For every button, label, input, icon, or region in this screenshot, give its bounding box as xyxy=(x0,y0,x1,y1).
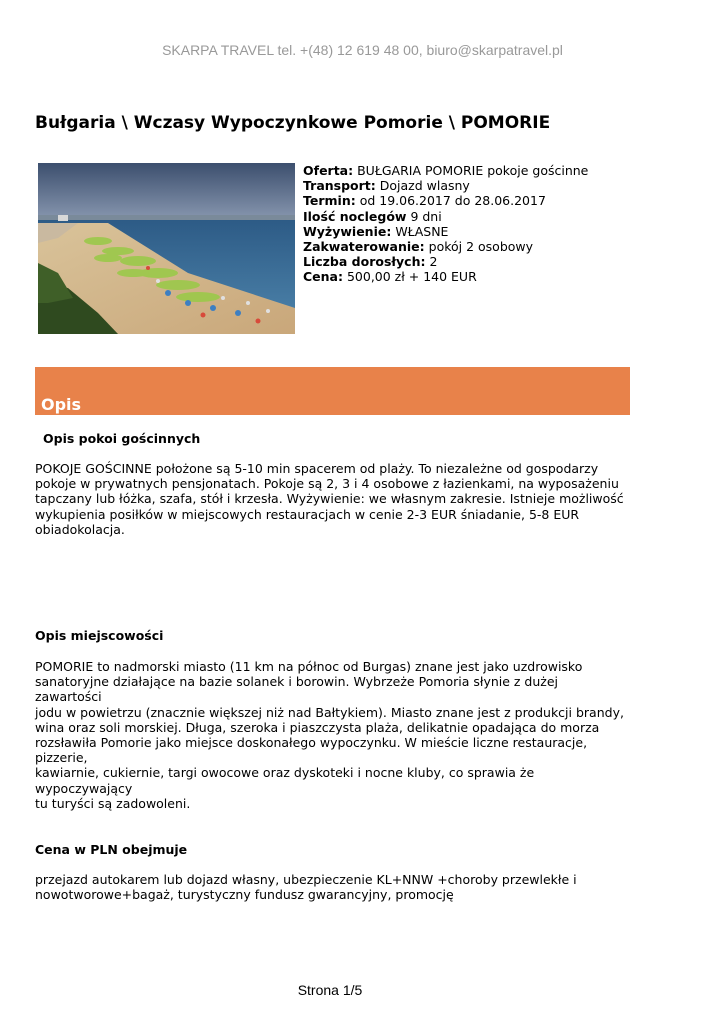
page-title: Bułgaria \ Wczasy Wypoczynkowe Pomorie \ POMORIE xyxy=(35,113,551,133)
detail-dates: Termin: od 19.06.2017 do 28.06.2017 xyxy=(303,193,546,209)
section-bar-label: Opis xyxy=(41,395,82,414)
heading-town: Opis miejscowości xyxy=(35,628,164,643)
detail-nights: Ilość noclegów 9 dni xyxy=(303,208,442,224)
page-header: SKARPA TRAVEL tel. +(48) 12 619 48 00, biuro@skarpatravel.pl xyxy=(162,42,563,58)
text-price-includes: przejazd autokarem lub dojazd własny, ubezpieczenie KL+NNW +choroby przewlekłe i nowotworowe+bagaż, turystyczny fundusz gwarancyjny, promocję xyxy=(35,872,577,903)
detail-accommodation: Zakwaterowanie: pokój 2 osobowy xyxy=(303,239,534,255)
detail-adults: Liczba dorosłych: 2 xyxy=(303,254,438,270)
detail-offer: Oferta: BUŁGARIA POMORIE pokoje gościnne xyxy=(303,163,589,178)
beach-photo xyxy=(38,163,295,334)
detail-transport: Transport: Dojazd wlasny xyxy=(303,178,470,194)
text-rooms: POKOJE GOŚCINNE położone są 5-10 min spacerem od plaży. To niezależne od gospodarzy pokoje w prywatnych pensjonatach. Pokoje są 2, 3 i 4 osobowe z łazienkami, na wyposażeniu tapczany lub łóżka, szafa, stół i krzesła. Wyżywienie: we własnym zakresie. Istnieje możliwość wykupienia posiłków w miejscowych restauracjach w cenie 2-3 EUR śniadanie, 5-8 EUR obiadokolacja. xyxy=(35,461,624,537)
section-bar-opis xyxy=(35,367,630,415)
offer-details xyxy=(303,163,588,285)
text-town: POMORIE to nadmorski miasto (11 km na północ od Burgas) znane jest jako uzdrowisko sanatoryjne działające na bazie solanek i borowin. Wybrzeże Pomoria słynie z dużej zawartości jodu w powietrzu (znacznie większej niż nad Bałtykiem). Miasto znane jest z produkcji brandy, wina oraz soli morskiej. Długa, szeroka i piaszczysta plaża, delikatnie opadająca do morza rozsławiła Pomorie jako miejsce doskonałego wypoczynku. W mieście liczne restauracje, pizzerie, kawiarnie, cukiernie, targi owocowe oraz dyskoteki i nocne kluby, co sprawia że wypoczywający tu turyści są zadowoleni. xyxy=(35,659,624,811)
detail-meals: Wyżywienie: WŁASNE xyxy=(303,223,449,239)
beach-photo-image xyxy=(38,163,295,334)
heading-rooms: Opis pokoi gościnnych xyxy=(43,431,201,446)
detail-price: Cena: 500,00 zł + 140 EUR xyxy=(303,269,477,285)
heading-price-includes: Cena w PLN obejmuje xyxy=(35,842,188,857)
page-number: Strona 1/5 xyxy=(297,982,363,998)
